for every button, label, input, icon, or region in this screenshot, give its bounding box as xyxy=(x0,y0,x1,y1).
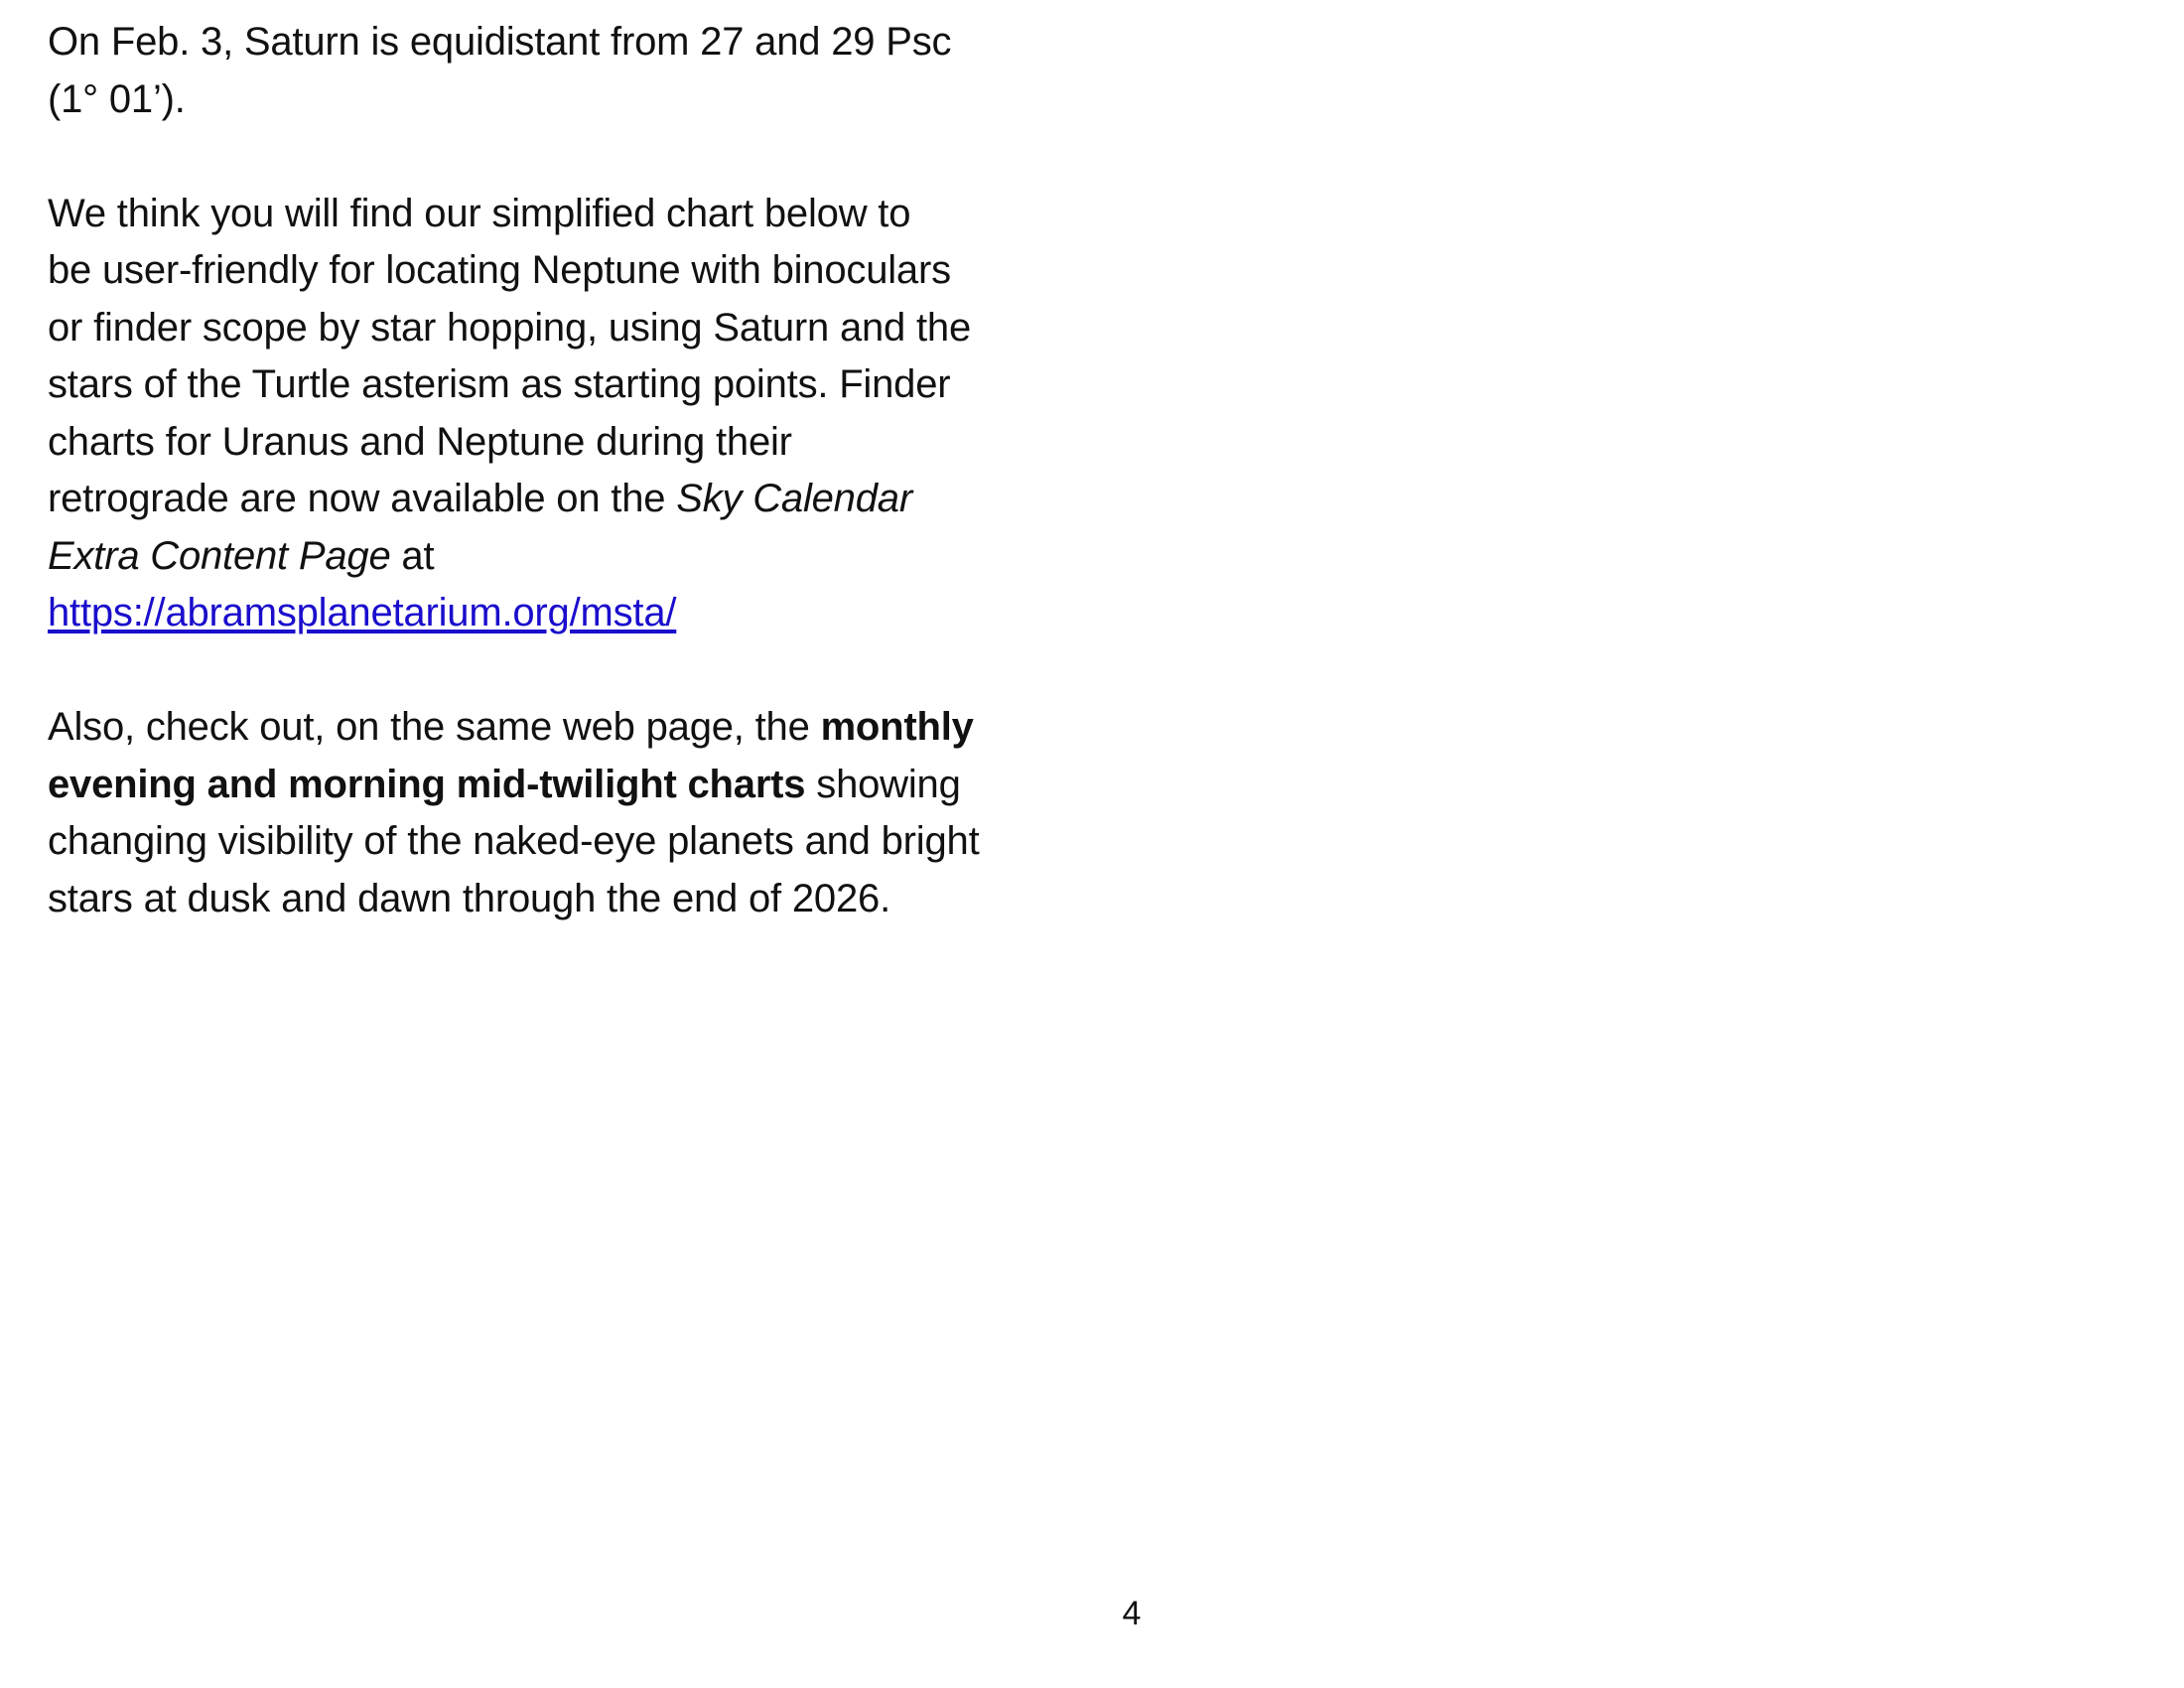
text-run: showing xyxy=(805,762,961,806)
planetarium-link[interactable]: https://abramsplanetarium.org/msta/ xyxy=(48,591,677,634)
saturn-paragraph xyxy=(48,14,1100,128)
text-line: stars of the Turtle asterism as starting points. Finder xyxy=(48,362,951,406)
text-line xyxy=(48,699,1100,757)
document-body xyxy=(48,14,1100,985)
text-run: Also, check out, on the same web page, the xyxy=(48,705,821,749)
text-line xyxy=(48,757,1100,814)
italic-title: Sky Calendar xyxy=(676,477,912,520)
text-line: On Feb. 3, Saturn is equidistant from 27 and 29 Psc xyxy=(48,20,952,64)
text-line: (1° 01’). xyxy=(48,76,186,121)
page-number: 4 xyxy=(1122,1595,1142,1632)
text-run: retrograde are now available on the xyxy=(48,477,677,520)
text-line: be user-friendly for locating Neptune with binoculars xyxy=(48,248,951,292)
italic-title: Extra Content Page xyxy=(48,533,391,578)
bold-text: evening and morning mid-twilight charts xyxy=(48,762,806,806)
text-line: stars at dusk and dawn through the end of 2026. xyxy=(48,876,890,920)
text-line xyxy=(48,528,1100,586)
text-line xyxy=(48,471,1100,528)
bold-text: monthly xyxy=(820,705,974,749)
text-line: changing visibility of the naked-eye planets and bright xyxy=(48,819,980,863)
text-line xyxy=(48,585,1100,642)
twilight-charts-paragraph xyxy=(48,699,1100,927)
text-line: or finder scope by star hopping, using Saturn and the xyxy=(48,305,972,350)
text-run: at xyxy=(390,533,435,578)
text-line: charts for Uranus and Neptune during their xyxy=(48,419,792,464)
text-line: We think you will find our simplified chart below to xyxy=(48,191,911,235)
neptune-chart-paragraph xyxy=(48,186,1100,642)
